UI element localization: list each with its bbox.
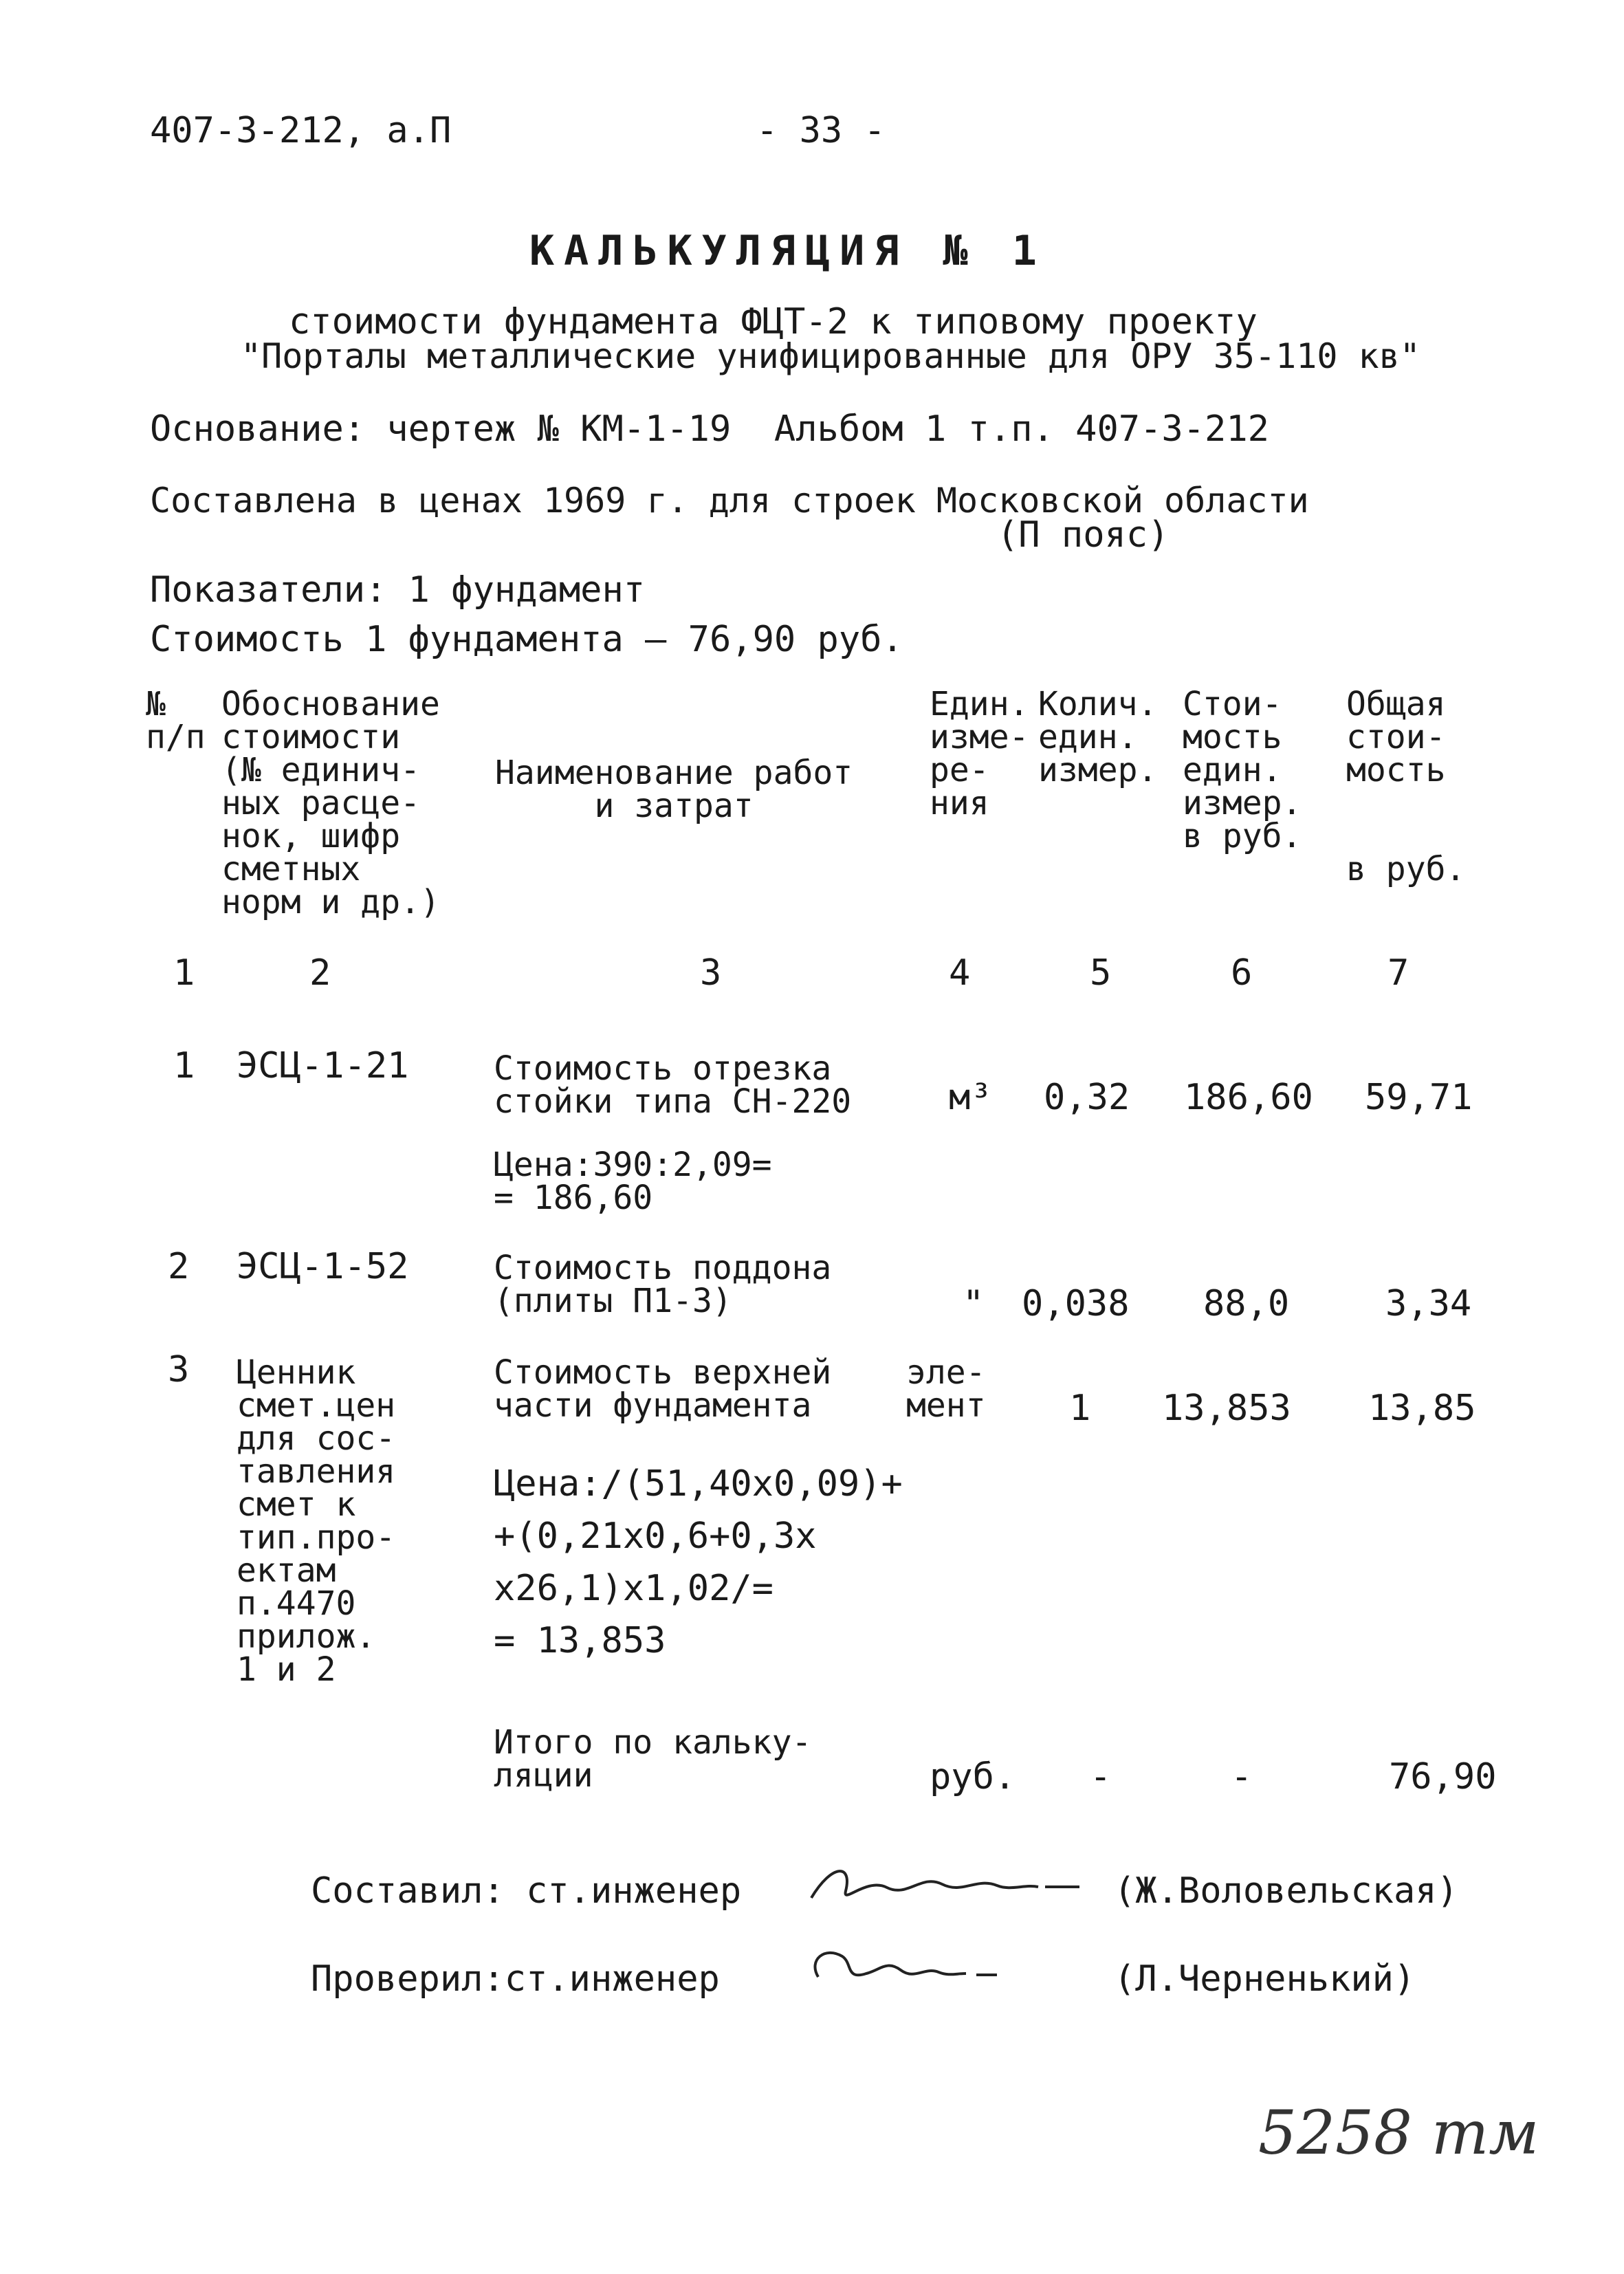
row-2-work: Стоимость поддона (плиты П1-3) (494, 1249, 832, 1320)
checked-by-label: Проверил:ст.инженер (311, 1958, 720, 2000)
basis-line: Основание: чертеж № КМ-1-19 Альбом 1 т.п. 407-3-212 (150, 408, 1269, 450)
header-col-qty: Колич. един. измер. (1038, 685, 1158, 789)
col-number-1: 1 (173, 952, 195, 994)
total-label: Итого по кальку- ляции (494, 1723, 812, 1795)
row-1-formula: Цена:390:2,09= = 186,60 (494, 1146, 772, 1217)
total-value: 76,90 (1389, 1756, 1497, 1797)
checked-by-name: (Л.Черненький) (1114, 1958, 1416, 2000)
document-title: КАЛЬКУЛЯЦИЯ № 1 (529, 227, 1046, 275)
header-col-unit-price: Стои- мость един. измер. в руб. (1183, 685, 1302, 855)
total-unit: руб. (930, 1756, 1016, 1797)
row-3-qty: 1 (1069, 1388, 1091, 1429)
header-col-unit: Един. изме- ре- ния (930, 685, 1029, 822)
doc-code: 407-3-212, а.П (150, 110, 452, 151)
total-unit-price: - (1231, 1756, 1253, 1797)
row-1-unit-price: 186,60 (1184, 1077, 1313, 1118)
subtitle-line-2: "Порталы металлические унифицированные для ОРУ 35-110 кв" (241, 336, 1420, 376)
col-number-2: 2 (309, 952, 331, 994)
row-2-number: 2 (168, 1246, 190, 1287)
row-3-number: 3 (168, 1349, 190, 1390)
row-3-basis: Ценник смет.цен для сос- тавления смет к тип.про- ектам п.4470 прилож. 1 и 2 (237, 1353, 396, 1689)
total-qty: - (1090, 1756, 1112, 1797)
row-3-total: 13,85 (1368, 1388, 1476, 1429)
row-1-basis: ЭСЦ-1-21 (237, 1045, 409, 1086)
row-3-unit: эле- мент (906, 1353, 986, 1425)
row-3-formula: Цена:/(51,40х0,09)+ +(0,21х0,6+0,3х х26,1)х1,02/= = 13,853 (494, 1463, 903, 1661)
col-number-3: 3 (700, 952, 722, 994)
archive-number: 5258 тм (1258, 2097, 1539, 2168)
page-number: - 33 - (756, 110, 886, 151)
col-number-5: 5 (1090, 952, 1112, 994)
compiled-signature-icon (804, 1857, 1093, 1918)
row-3-work: Стоимость верхней части фундамента (494, 1353, 832, 1425)
row-2-unit: " (963, 1283, 985, 1324)
row-1-number: 1 (173, 1045, 195, 1086)
header-col-work: Наименование работ и затрат (495, 754, 853, 825)
row-1-unit: м³ (949, 1077, 992, 1118)
compiled-by-label: Составил: ст.инженер (311, 1870, 742, 1912)
col-number-4: 4 (949, 952, 971, 994)
header-col-number: № п/п (146, 685, 206, 756)
header-col-total: Общая стои- мость в руб. (1346, 685, 1466, 888)
prices-line-2: (П пояс) (997, 514, 1170, 556)
indicators-line: Показатели: 1 фундамент (150, 569, 646, 611)
compiled-by-name: (Ж.Воловельская) (1114, 1870, 1458, 1912)
checked-signature-icon (804, 1939, 1011, 2001)
col-number-6: 6 (1231, 952, 1253, 994)
row-1-work: Стоимость отрезка стойки типа СН-220 (494, 1049, 852, 1121)
row-3-unit-price: 13,853 (1162, 1388, 1291, 1429)
row-2-total: 3,34 (1385, 1283, 1472, 1324)
row-2-qty: 0,038 (1022, 1283, 1130, 1324)
row-2-unit-price: 88,0 (1203, 1283, 1290, 1324)
prices-line-1: Составлена в ценах 1969 г. для строек Московской области (150, 481, 1309, 521)
col-number-7: 7 (1387, 952, 1409, 994)
row-1-qty: 0,32 (1044, 1077, 1130, 1118)
cost-per-foundation: Стоимость 1 фундамента – 76,90 руб. (150, 619, 903, 660)
row-1-total: 59,71 (1365, 1077, 1473, 1118)
header-col-basis: Обоснование стоимости (№ единич- ных расце- нок, шифр сметных норм и др.) (221, 685, 440, 921)
subtitle-line-1: стоимости фундамента ФЦТ-2 к типовому проекту (289, 301, 1258, 342)
row-2-basis: ЭСЦ-1-52 (237, 1246, 409, 1287)
